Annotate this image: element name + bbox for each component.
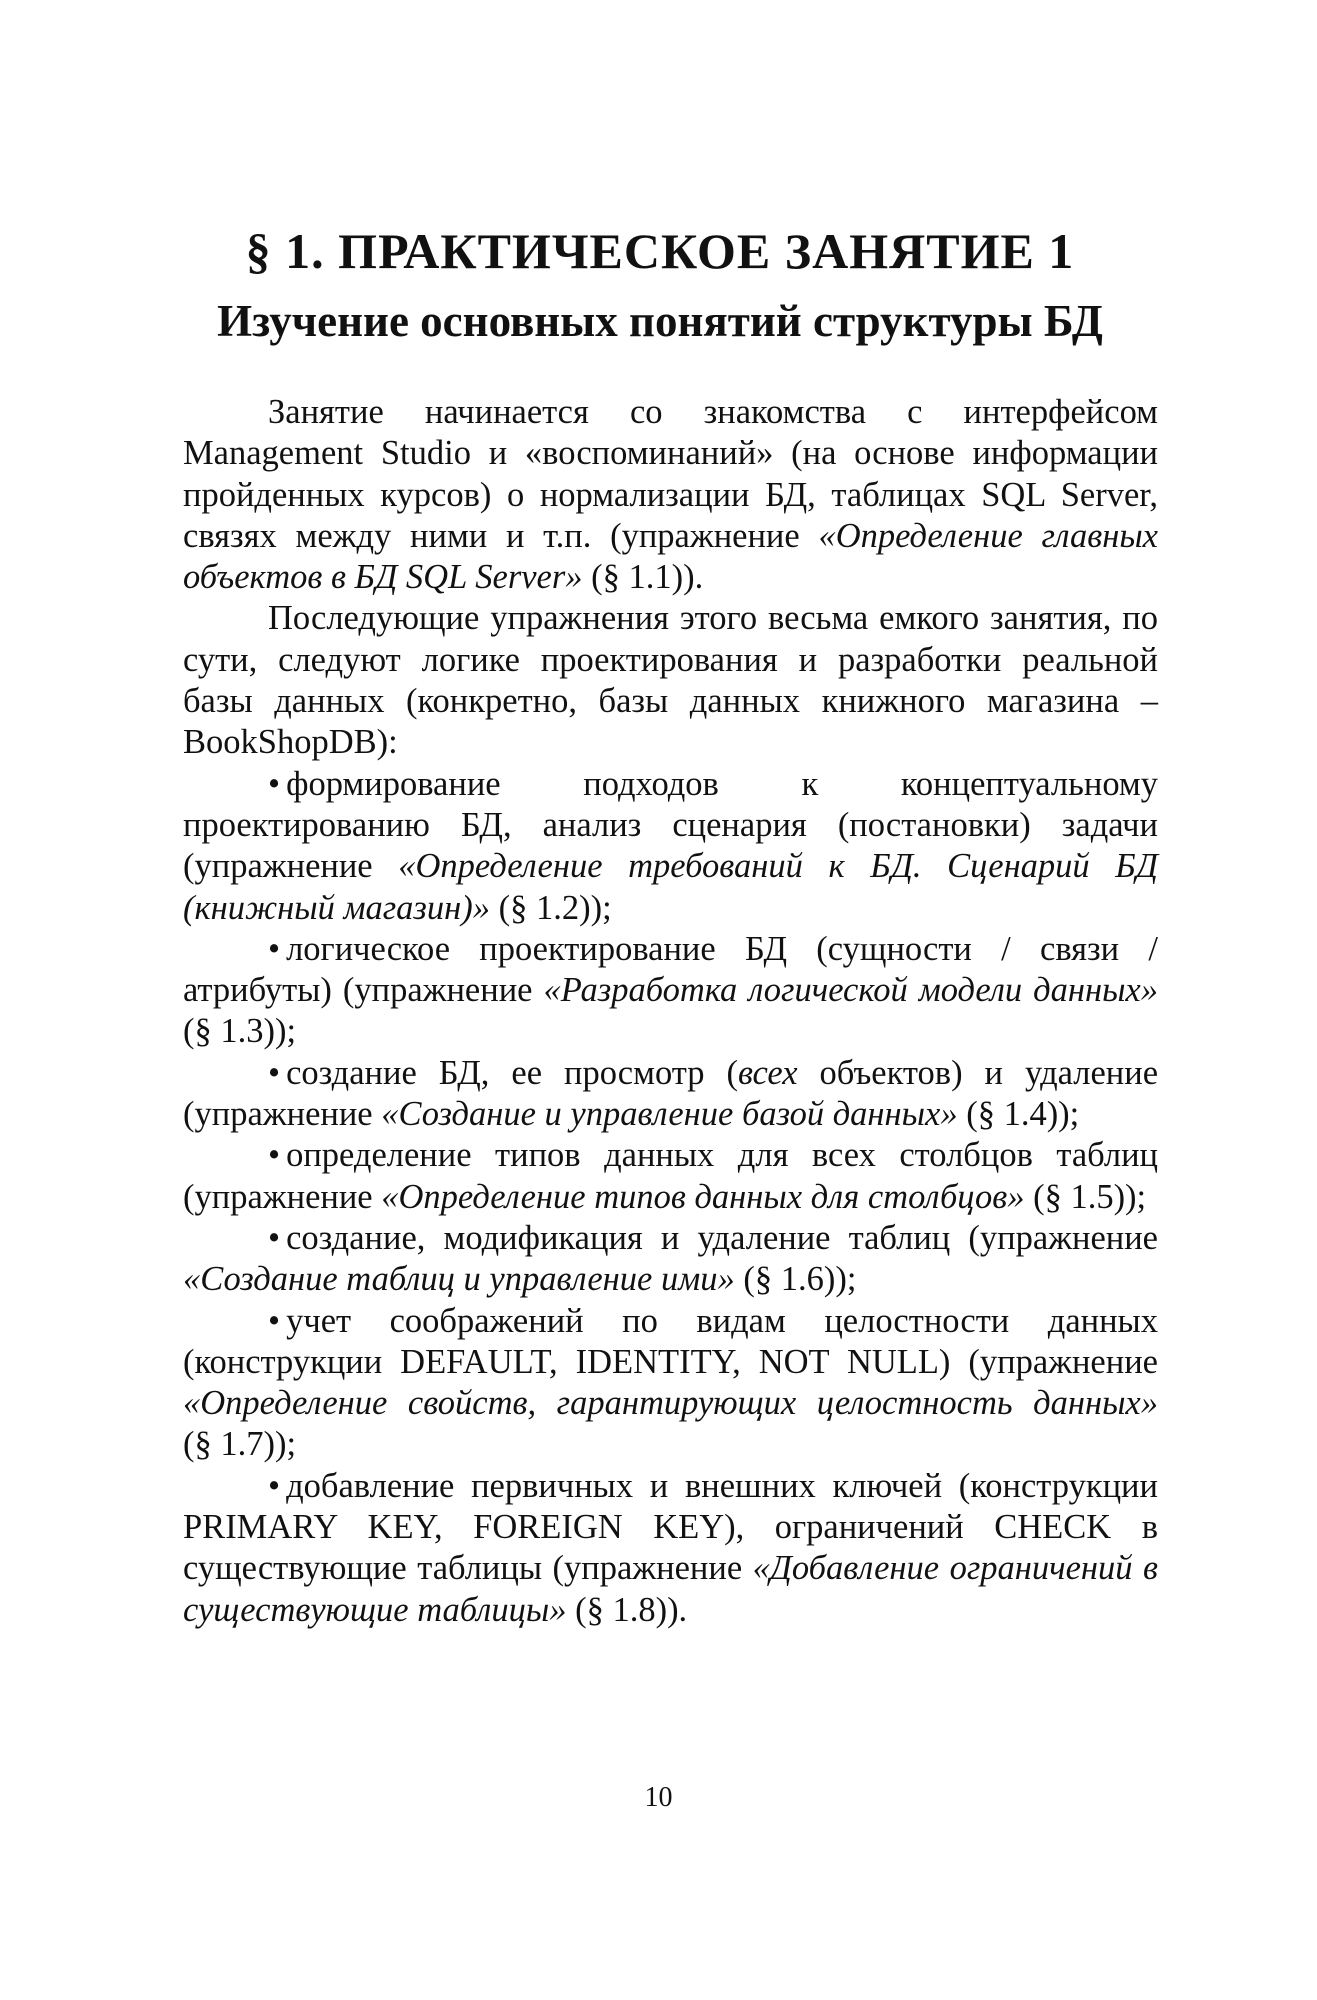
list-item-text: определение типов данных для всех столбцов таблиц (упражнение	[183, 1136, 1158, 1216]
list-item-exercise-title: «Определение требований к БД. Сценарий БД (книжный магазин)»	[183, 847, 1158, 927]
chapter-body	[183, 392, 1158, 1631]
list-item	[183, 1301, 1158, 1466]
list-item-exercise-title: «Добавление ограничений в существующие таблицы»	[183, 1549, 1159, 1629]
list-item-exercise-title: «Определение типов данных для столбцов»	[381, 1177, 1025, 1216]
intro-exercise-title: «Определение главных объектов в БД SQL Server»	[183, 516, 1158, 597]
list-item-section-ref: (§ 1.4));	[957, 1095, 1080, 1134]
list-item-exercise-title: «Создание и управление базой данных»	[381, 1095, 958, 1134]
bullet-icon: •	[268, 1218, 281, 1257]
list-item-section-ref: (§ 1.8)).	[566, 1590, 688, 1629]
list-item-section-ref: (§ 1.2));	[489, 888, 612, 927]
list-item	[183, 929, 1158, 1053]
page-number: 10	[644, 1782, 673, 1813]
list-item-text-before: создание БД, ее просмотр (	[286, 1053, 738, 1092]
list-item-text: учет соображений по видам целостности данных (конструкции DEFAULT, IDENTITY, NOT NULL) (упражнение	[183, 1301, 1158, 1381]
list-item-section-ref: (§ 1.6));	[734, 1260, 857, 1299]
intro-section-ref: (§ 1.1)).	[582, 558, 704, 597]
list-item-exercise-title: «Создание таблиц и управление ими»	[183, 1260, 735, 1299]
bullet-icon: •	[268, 1136, 281, 1175]
list-item	[183, 1135, 1158, 1218]
list-item-inline-italic: всех	[737, 1053, 798, 1092]
list-item-exercise-title: «Определение свойств, гарантирующих целостность данных»	[183, 1384, 1158, 1423]
list-item	[183, 1218, 1158, 1301]
list-item	[183, 764, 1158, 929]
bullet-icon: •	[268, 1053, 281, 1092]
list-item-section-ref: (§ 1.3));	[183, 1012, 297, 1051]
second-paragraph: Последующие упражнения этого весьма емкого занятия, по сути, следуют логике проектирования и разработки реальной базы данных (конкретно, базы данных книжного магазина – BookShopDB):	[183, 599, 1158, 762]
list-item	[183, 1053, 1158, 1136]
chapter-title: § 1. ПРАКТИЧЕСКОЕ ЗАНЯТИЕ 1	[245, 223, 1075, 279]
intro-paragraph	[183, 392, 1158, 598]
list-item-text: объектов) и удаление (упражнение	[183, 1053, 1159, 1134]
list-item-text: создание, модификация и удаление таблиц (упражнение	[286, 1218, 1158, 1257]
bullet-icon: •	[268, 1301, 281, 1340]
list-item-exercise-title: «Разработка логической модели данных»	[543, 971, 1158, 1010]
bullet-icon: •	[268, 929, 281, 968]
list-item	[183, 1466, 1158, 1631]
chapter-subtitle: Изучение основных понятий структуры БД	[217, 296, 1103, 346]
list-item-text: формирование подходов к концептуальному проектированию БД, анализ сценария (постановки) задачи (упражнение	[183, 764, 1158, 886]
bullet-icon: •	[268, 1466, 281, 1505]
intro-text: Занятие начинается со знакомства с интерфейсом Management Studio и «воспоминаний» (на основе информации пройденных курсов) о нормализации БД, таблицах SQL Server, связях между ними и т.п. (упражнение	[183, 393, 1158, 555]
chapter-heading	[180, 216, 1140, 356]
list-item-section-ref: (§ 1.5));	[1024, 1177, 1147, 1216]
list-item-section-ref: (§ 1.7));	[183, 1425, 297, 1464]
list-item-text: логическое проектирование БД (сущности / связи / атрибуты) (упражнение	[183, 929, 1158, 1010]
list-item-text: добавление первичных и внешних ключей (конструкции PRIMARY KEY, FOREIGN KEY), ограничений CHECK в существующие таблицы (упражнение	[183, 1466, 1158, 1588]
bullet-icon: •	[268, 764, 281, 803]
